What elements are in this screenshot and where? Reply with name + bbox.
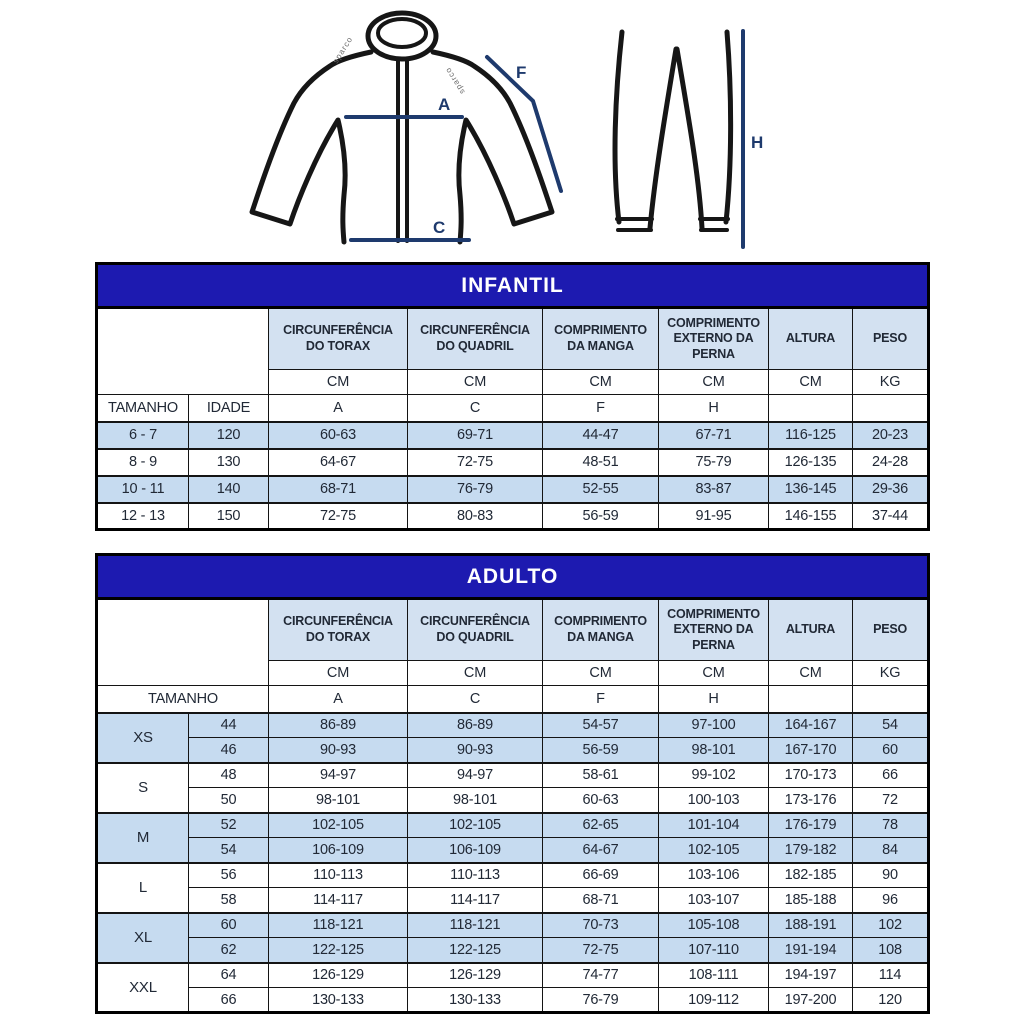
value-cell-manga: 60-63 xyxy=(543,788,659,813)
value-cell-peso: 108 xyxy=(853,938,929,963)
value-cell-torax: 110-113 xyxy=(269,863,408,888)
column-header-peso: PESO xyxy=(853,308,929,370)
letter-cell-perna: H xyxy=(659,395,769,422)
value-cell-peso: 114 xyxy=(853,963,929,988)
table-row xyxy=(97,938,929,963)
column-header-manga: COMPRIMENTO DA MANGA xyxy=(543,599,659,661)
value-cell-quadril: 114-117 xyxy=(408,888,543,913)
value-cell-torax: 68-71 xyxy=(269,476,408,503)
value-cell-peso: 78 xyxy=(853,813,929,838)
value-cell-peso: 96 xyxy=(853,888,929,913)
idade-cell: 140 xyxy=(189,476,269,503)
measure-label-c: C xyxy=(433,218,446,237)
unit-cell-perna: CM xyxy=(659,661,769,686)
value-cell-altura: 164-167 xyxy=(769,713,853,738)
value-cell-perna: 103-106 xyxy=(659,863,769,888)
size-number-cell: 56 xyxy=(189,863,269,888)
size-range-cell: 10 - 11 xyxy=(97,476,189,503)
table-row xyxy=(97,863,929,888)
measure-label-f: F xyxy=(516,63,527,82)
value-cell-altura: 126-135 xyxy=(769,449,853,476)
size-number-cell: 46 xyxy=(189,738,269,763)
value-cell-altura: 116-125 xyxy=(769,422,853,449)
value-cell-quadril: 130-133 xyxy=(408,988,543,1013)
jacket-outline xyxy=(252,13,552,242)
value-cell-perna: 103-107 xyxy=(659,888,769,913)
value-cell-manga: 52-55 xyxy=(543,476,659,503)
value-cell-altura: 191-194 xyxy=(769,938,853,963)
size-number-cell: 44 xyxy=(189,713,269,738)
value-cell-torax: 130-133 xyxy=(269,988,408,1013)
size-number-cell: 58 xyxy=(189,888,269,913)
value-cell-torax: 60-63 xyxy=(269,422,408,449)
size-range-cell: 8 - 9 xyxy=(97,449,189,476)
value-cell-altura: 197-200 xyxy=(769,988,853,1013)
size-number-cell: 48 xyxy=(189,763,269,788)
corner-cell xyxy=(97,308,269,395)
size-number-cell: 62 xyxy=(189,938,269,963)
value-cell-peso: 24-28 xyxy=(853,449,929,476)
value-cell-peso: 72 xyxy=(853,788,929,813)
table-row xyxy=(97,713,929,738)
unit-cell-torax: CM xyxy=(269,370,408,395)
infantil-table-title: INFANTIL xyxy=(97,264,929,308)
value-cell-perna: 98-101 xyxy=(659,738,769,763)
value-cell-perna: 100-103 xyxy=(659,788,769,813)
value-cell-manga: 66-69 xyxy=(543,863,659,888)
column-header-quadril: CIRCUNFERÊNCIA DO QUADRIL xyxy=(408,599,543,661)
value-cell-quadril: 86-89 xyxy=(408,713,543,738)
value-cell-peso: 102 xyxy=(853,913,929,938)
tamanho-column-header: TAMANHO xyxy=(97,395,189,422)
letter-cell-altura xyxy=(769,686,853,713)
value-cell-altura: 176-179 xyxy=(769,813,853,838)
size-cell-m: M xyxy=(97,813,189,863)
value-cell-manga: 48-51 xyxy=(543,449,659,476)
value-cell-perna: 83-87 xyxy=(659,476,769,503)
value-cell-torax: 106-109 xyxy=(269,838,408,863)
adulto-size-table xyxy=(95,553,930,1014)
value-cell-peso: 54 xyxy=(853,713,929,738)
letter-cell-manga: F xyxy=(543,395,659,422)
size-range-cell: 6 - 7 xyxy=(97,422,189,449)
size-range-cell: 12 - 13 xyxy=(97,503,189,530)
table-row xyxy=(97,788,929,813)
table-row xyxy=(97,476,929,503)
brand-text-left-shoulder: sparco xyxy=(331,34,355,66)
table-row xyxy=(97,763,929,788)
letter-cell-peso xyxy=(853,686,929,713)
table-row xyxy=(97,913,929,938)
idade-cell: 150 xyxy=(189,503,269,530)
value-cell-manga: 54-57 xyxy=(543,713,659,738)
value-cell-perna: 67-71 xyxy=(659,422,769,449)
letter-cell-peso xyxy=(853,395,929,422)
value-cell-perna: 105-108 xyxy=(659,913,769,938)
value-cell-quadril: 102-105 xyxy=(408,813,543,838)
unit-cell-manga: CM xyxy=(543,370,659,395)
size-number-cell: 64 xyxy=(189,963,269,988)
unit-cell-peso: KG xyxy=(853,661,929,686)
table-row xyxy=(97,963,929,988)
value-cell-manga: 68-71 xyxy=(543,888,659,913)
unit-cell-altura: CM xyxy=(769,661,853,686)
tamanho-column-header: TAMANHO xyxy=(97,686,269,713)
column-header-manga: COMPRIMENTO DA MANGA xyxy=(543,308,659,370)
pants-ankle-cuffs xyxy=(617,219,728,230)
size-number-cell: 54 xyxy=(189,838,269,863)
value-cell-altura: 146-155 xyxy=(769,503,853,530)
value-cell-torax: 126-129 xyxy=(269,963,408,988)
size-cell-l: L xyxy=(97,863,189,913)
jacket-collar-inner xyxy=(378,19,426,47)
value-cell-perna: 108-111 xyxy=(659,963,769,988)
value-cell-manga: 76-79 xyxy=(543,988,659,1013)
value-cell-quadril: 122-125 xyxy=(408,938,543,963)
value-cell-altura: 182-185 xyxy=(769,863,853,888)
table-row xyxy=(97,449,929,476)
size-number-cell: 66 xyxy=(189,988,269,1013)
value-cell-manga: 58-61 xyxy=(543,763,659,788)
size-cell-xs: XS xyxy=(97,713,189,763)
value-cell-perna: 75-79 xyxy=(659,449,769,476)
unit-cell-quadril: CM xyxy=(408,370,543,395)
value-cell-peso: 90 xyxy=(853,863,929,888)
table-row xyxy=(97,813,929,838)
value-cell-perna: 97-100 xyxy=(659,713,769,738)
value-cell-torax: 94-97 xyxy=(269,763,408,788)
value-cell-manga: 56-59 xyxy=(543,503,659,530)
value-cell-torax: 86-89 xyxy=(269,713,408,738)
value-cell-quadril: 90-93 xyxy=(408,738,543,763)
value-cell-perna: 101-104 xyxy=(659,813,769,838)
pants-outline xyxy=(615,32,731,230)
value-cell-quadril: 118-121 xyxy=(408,913,543,938)
column-header-peso: PESO xyxy=(853,599,929,661)
value-cell-quadril: 76-79 xyxy=(408,476,543,503)
value-cell-peso: 120 xyxy=(853,988,929,1013)
column-header-quadril: CIRCUNFERÊNCIA DO QUADRIL xyxy=(408,308,543,370)
idade-cell: 130 xyxy=(189,449,269,476)
value-cell-quadril: 98-101 xyxy=(408,788,543,813)
value-cell-altura: 188-191 xyxy=(769,913,853,938)
value-cell-manga: 74-77 xyxy=(543,963,659,988)
value-cell-altura: 194-197 xyxy=(769,963,853,988)
value-cell-peso: 84 xyxy=(853,838,929,863)
idade-column-header: IDADE xyxy=(189,395,269,422)
letter-cell-manga: F xyxy=(543,686,659,713)
table-row xyxy=(97,503,929,530)
unit-cell-manga: CM xyxy=(543,661,659,686)
idade-cell: 120 xyxy=(189,422,269,449)
value-cell-quadril: 80-83 xyxy=(408,503,543,530)
unit-cell-perna: CM xyxy=(659,370,769,395)
table-row xyxy=(97,838,929,863)
value-cell-quadril: 106-109 xyxy=(408,838,543,863)
value-cell-torax: 64-67 xyxy=(269,449,408,476)
size-number-cell: 50 xyxy=(189,788,269,813)
size-number-cell: 60 xyxy=(189,913,269,938)
pants-right-leg-outer xyxy=(726,32,731,222)
letter-cell-quadril: C xyxy=(408,686,543,713)
letter-cell-torax: A xyxy=(269,686,408,713)
value-cell-manga: 70-73 xyxy=(543,913,659,938)
letter-cell-quadril: C xyxy=(408,395,543,422)
value-cell-perna: 109-112 xyxy=(659,988,769,1013)
measurement-diagram xyxy=(240,0,800,260)
value-cell-manga: 72-75 xyxy=(543,938,659,963)
value-cell-altura: 185-188 xyxy=(769,888,853,913)
value-cell-torax: 98-101 xyxy=(269,788,408,813)
value-cell-manga: 64-67 xyxy=(543,838,659,863)
letter-cell-altura xyxy=(769,395,853,422)
column-header-torax: CIRCUNFERÊNCIA DO TORAX xyxy=(269,599,408,661)
pants-right-leg-inner xyxy=(677,49,702,228)
value-cell-manga: 44-47 xyxy=(543,422,659,449)
size-cell-s: S xyxy=(97,763,189,813)
table-row xyxy=(97,422,929,449)
column-header-perna: COMPRIMENTO EXTERNO DA PERNA xyxy=(659,308,769,370)
table-row xyxy=(97,738,929,763)
table-row xyxy=(97,988,929,1013)
value-cell-torax: 72-75 xyxy=(269,503,408,530)
value-cell-quadril: 94-97 xyxy=(408,763,543,788)
value-cell-perna: 102-105 xyxy=(659,838,769,863)
value-cell-peso: 29-36 xyxy=(853,476,929,503)
unit-cell-torax: CM xyxy=(269,661,408,686)
value-cell-quadril: 69-71 xyxy=(408,422,543,449)
value-cell-torax: 102-105 xyxy=(269,813,408,838)
value-cell-torax: 114-117 xyxy=(269,888,408,913)
column-header-perna: COMPRIMENTO EXTERNO DA PERNA xyxy=(659,599,769,661)
corner-cell xyxy=(97,599,269,686)
value-cell-altura: 136-145 xyxy=(769,476,853,503)
value-cell-quadril: 110-113 xyxy=(408,863,543,888)
jacket-zipper xyxy=(398,60,407,241)
unit-cell-altura: CM xyxy=(769,370,853,395)
table-row xyxy=(97,888,929,913)
jacket-left-side xyxy=(252,52,371,242)
value-cell-perna: 99-102 xyxy=(659,763,769,788)
measure-label-h: H xyxy=(751,133,764,152)
column-header-altura: ALTURA xyxy=(769,599,853,661)
value-cell-peso: 66 xyxy=(853,763,929,788)
value-cell-torax: 122-125 xyxy=(269,938,408,963)
value-cell-quadril: 72-75 xyxy=(408,449,543,476)
pants-left-leg-inner xyxy=(650,49,676,228)
value-cell-quadril: 126-129 xyxy=(408,963,543,988)
pants-left-leg-outer xyxy=(615,32,622,222)
value-cell-manga: 62-65 xyxy=(543,813,659,838)
value-cell-altura: 173-176 xyxy=(769,788,853,813)
letter-cell-torax: A xyxy=(269,395,408,422)
brand-text-right-shoulder: sparco xyxy=(443,65,467,96)
value-cell-perna: 91-95 xyxy=(659,503,769,530)
value-cell-torax: 90-93 xyxy=(269,738,408,763)
size-cell-xl: XL xyxy=(97,913,189,963)
letter-cell-perna: H xyxy=(659,686,769,713)
value-cell-peso: 60 xyxy=(853,738,929,763)
measure-label-a: A xyxy=(438,95,451,114)
value-cell-altura: 179-182 xyxy=(769,838,853,863)
size-number-cell: 52 xyxy=(189,813,269,838)
adulto-table-title: ADULTO xyxy=(97,555,929,599)
infantil-size-table xyxy=(95,262,930,531)
value-cell-peso: 37-44 xyxy=(853,503,929,530)
column-header-altura: ALTURA xyxy=(769,308,853,370)
unit-cell-quadril: CM xyxy=(408,661,543,686)
value-cell-altura: 170-173 xyxy=(769,763,853,788)
unit-cell-peso: KG xyxy=(853,370,929,395)
size-cell-xxl: XXL xyxy=(97,963,189,1013)
value-cell-perna: 107-110 xyxy=(659,938,769,963)
value-cell-manga: 56-59 xyxy=(543,738,659,763)
value-cell-torax: 118-121 xyxy=(269,913,408,938)
value-cell-altura: 167-170 xyxy=(769,738,853,763)
column-header-torax: CIRCUNFERÊNCIA DO TORAX xyxy=(269,308,408,370)
value-cell-peso: 20-23 xyxy=(853,422,929,449)
